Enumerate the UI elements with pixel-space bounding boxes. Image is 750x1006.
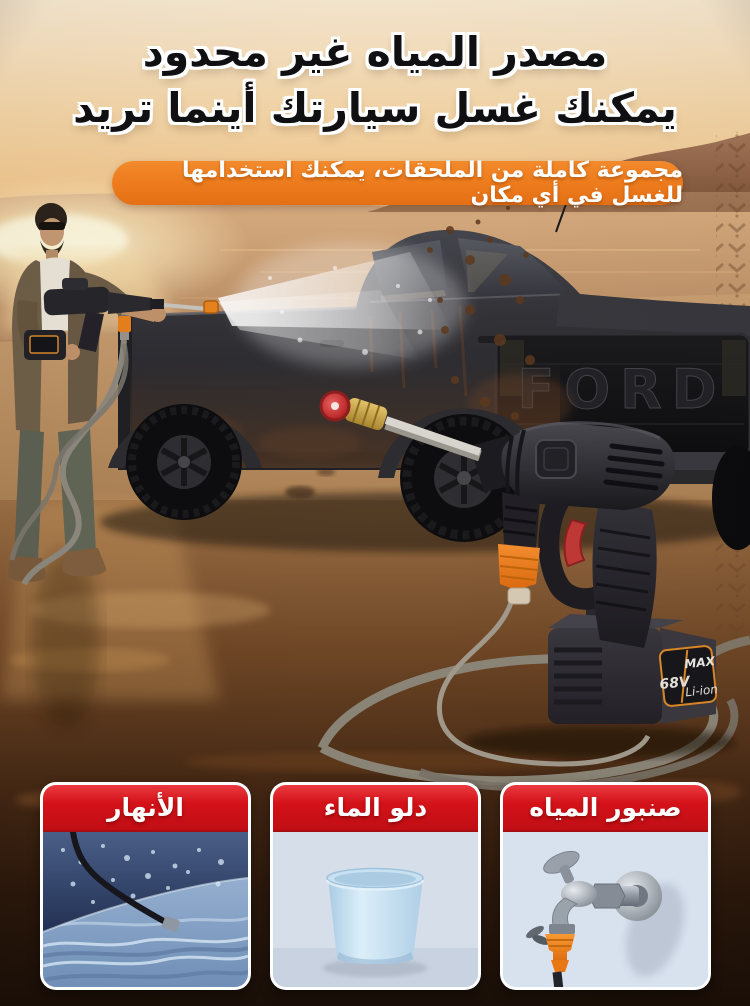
card-rivers (40, 782, 251, 990)
card-label: الأنهار (107, 793, 184, 822)
headline (0, 24, 750, 136)
rivers-photo (43, 832, 248, 990)
bucket-photo (273, 832, 478, 990)
banner-text: مجموعة كاملة من الملحقات، يمكنك استخدامها للغسل في أي مكان (182, 158, 683, 208)
card-header (273, 785, 478, 832)
card-header (503, 785, 708, 832)
tap-photo (503, 832, 708, 990)
headline-line1: مصدر المياه غير محدود (142, 28, 608, 76)
tap-hose (557, 972, 559, 990)
card-label: صنبور المياه (529, 793, 682, 822)
card-header (43, 785, 248, 832)
card-bucket (270, 782, 481, 990)
card-label: دلو الماء (323, 793, 428, 822)
bucket-body (328, 878, 423, 964)
card-tap (500, 782, 711, 990)
subtitle-banner (112, 158, 683, 208)
headline-line2: يمكنك غسل سيارتك أينما تريد (73, 84, 677, 132)
